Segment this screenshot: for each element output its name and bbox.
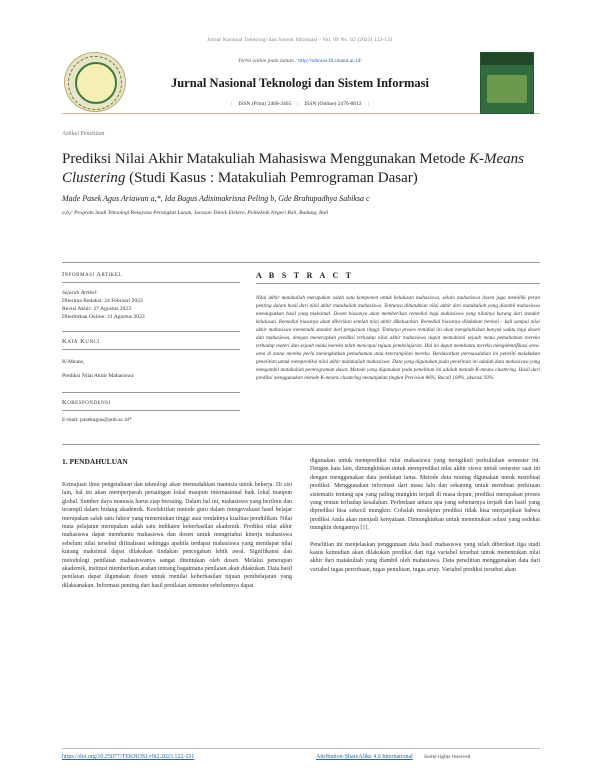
article-info-panel xyxy=(62,262,240,482)
paper-title xyxy=(62,150,540,188)
issn-print: ISSN (Print) 2460-3465 xyxy=(238,101,292,107)
paragraph: Penelitian ini menjelaskan penggunaan data hasil mahasiswa yang telah diberikan tiga studi kasus kemudian akan dilakukan prediksi dari tiga variabel tersebut untuk menentukan nilai akhir dari matakuliah yang diambil oleh mahasiswa. Data penelitian menggunakan data dari variabel tugas percobaan, tugas penulisan, tugas array. Variabel prediksi tersebut akan xyxy=(310,541,540,573)
info-heading: Informasi Artikel xyxy=(62,271,122,278)
divider xyxy=(62,444,540,445)
history-received: Diterima Redaksi: 24 Februari 2023 xyxy=(62,298,143,304)
keywords-heading: Kata Kunci xyxy=(62,338,100,345)
section-heading: 1. PENDAHULUAN xyxy=(62,457,128,466)
journal-cover-icon xyxy=(480,52,534,114)
divider xyxy=(256,283,540,284)
issn-online: ISSN (Online) 2476-8812 xyxy=(304,101,362,107)
university-logo-icon xyxy=(64,52,126,112)
title-rest: (Studi Kasus : Matakuliah Pemrograman Dasar) xyxy=(129,170,418,186)
online-line xyxy=(130,58,470,64)
title-italic: K-Means Clustering xyxy=(62,151,525,186)
license-link[interactable]: Attribution-ShareAlike 4.0 International xyxy=(316,754,413,760)
footer-divider xyxy=(62,748,540,749)
correspondence-email: E-mail: pasekagus@pnb.ac.id* xyxy=(62,417,132,423)
online-prefix: Terbit online pada laman : xyxy=(238,58,297,64)
keyword-item: Prediksi Nilai Akhir Mahasiswa xyxy=(62,373,134,379)
body-column-right xyxy=(310,457,540,574)
issn-line: | ISSN (Print) 2460-3465 | ISSN (Online) 2476-8812 | xyxy=(231,101,369,107)
title-main: Prediksi Nilai Akhir Matakuliah Mahasiswa Menggunakan Metode xyxy=(62,151,466,167)
correspondence-heading: Korespondensi xyxy=(62,399,111,406)
history-published: Diterbitkan Online: 31 Agustus 2023 xyxy=(62,314,145,320)
history-revised: Revisi Akhir: 27 Agustus 2023 xyxy=(62,306,131,312)
abstract-text: Nilai akhir matakuliah merupakan salah satu komponen untuk kelulusan mahasiswa, selain mahasiswa dosen juga memiliki peran penting dalam hasil dari nilai akhir matakuliah mahasiswa. Tentunya dibutuhkan nilai akhir dari matakuliah yang diambil mahasiswa mendapatkan hasil yang maksimal. Dosen biasanya akan memberikan remedial bagi mahasiswa yang nilainya kurang dari standar kelulusan. Remedial biasanya akan diberikan setelah nilai akhir dikeluarkan. Remedial biasanya dilakukan berkali – kali sampai nilai akhir mahasiswa memenuhi standar dari perguruan tinggi. Tentunya proses remidial ini akan menghabiskan banyak waktu bagi dosen dan mahasiswa, dengan menerapkan prediksi terhadap nilai akhir mahasiswa dapat memahami sejauh mana pemahaman mereka terhadap materi dan sejauh mana mereka telah mencapai tujuan pembelajaran. Hal ini dapat membantu mereka mengidentifikasi area-area di mana mereka perlu meningkatkan pemahaman atau keterampilan mereka. Berdasarkan permasalahan ini peneliti melakukan penelitian untuk memprediksi nilai akhir matakuliah mahasiswa. Data yang digunakan pada penelitian ini adalah data mahasiswa yang mengambil matakuliah pemrograman dasar. Metode yang digunakan pada penelitian ini adalah metode K-means clustering. Hasil dari prediksi menggunakan metode K-means clustering menunjukan tingkat Precision 86%, Recall 100%, akurasi 93%. xyxy=(256,295,540,381)
keyword-item: K-Means, xyxy=(62,359,85,365)
paragraph: digunakan untuk memprediksi nilai mahasiswa yang mengikuti perkuliahan semester ini. Dengan kata lain, dimungkinkan untuk memprediksi nilai akhir siswa untuk semester saat ini dengan menggunakan data penilaian lama. Metode data mining digunakan untuk membuat prediksi. Menggunakan informasi dari masa lalu dan sekarang untuk membuat perkiraan sistematis tentang apa yang paling mungkin terjadi di masa depan, prediksi merupakan proses yang rentan terhadap kesalahan. Perbedaan antara apa yang sebenarnya terjadi dan hasil yang diprediksi bisa sekecil mungkin. Cobalah meskipun prediksi tidak bisa menjanjikan bahwa prediksi Anda akan menjadi kenyataan. Dimungkinkan untuk menemukan solusi yang sedekat mungkin dengannya [1]. xyxy=(310,458,540,532)
abstract-heading: A B S T R A C T xyxy=(256,271,354,280)
authors: Made Pasek Agus Ariawan a,*, Ida Bagus Adisimakrisna Peling b, Gde Brahupadhya Subiksa c xyxy=(62,194,370,203)
running-header: Jurnal Nasional Teknologi dan Sistem Informasi - Vol. 09 No. 02 (2023) 122-131 xyxy=(207,38,393,43)
history-label: Sejarah Artikel: xyxy=(62,290,98,296)
journal-url-link[interactable]: http://teknosi.fti.unand.ac.id/ xyxy=(298,58,362,64)
affiliation: a,b,c Program Studi Teknologi Rekayasa Perangkat Lunak, Jurusan Teknik Elektro, Politeknik Negeri Bali, Badung, Bali xyxy=(62,210,329,216)
rights-text: Some rights reserved xyxy=(424,754,471,760)
journal-title: Jurnal Nasional Teknologi dan Sistem Informasi xyxy=(170,76,430,90)
body-column-left: Kemajuan ilmu pengetahuan dan teknologi akan memudahkan manusia untuk bekerja. Di sisi lain, hal ini akan memperparah persaingan lokal maupun internasional baik lokal maupun global. Sumber daya manusia harus siap bersaing. Dalam hal ini, mahasiswa yang berilmu dan terampil dalam bidang akademik. Keefektifan metode guru dalam mengevaluasi hasil belajar merupakan salah satu faktor yang menentukan tinggi atau rendahnya kualitas pendidikan. Nilai mata pelajaran merupakan salah satu indikator keberhasilan akademik. Prediksi nilai akhir mahasiswa dapat membantu mahasiswa dan dosen untuk mengetahui kinerja mahasiswa sebelum nilai tersebut difinalisasi sehingga apabila terdapat mahasiswa yang mendapat nilai kurang maksimal dapat dilakukan tindakan pencegahan lebih awal. Signifikansi dan metodologi penilaian mahasiswanya sangat ditentukan oleh dosen. Melalui penerapan akademik, institusi memberikan arahan tentang bagaimana penilaian akan dilakukan. Data hasil penilaian dapat digunakan dosen untuk menilai keberhasilan tujuan pembelajaran yang dilaksanakan. Informasi penting dari hasil penilaian semester sebelumnya dapat xyxy=(62,482,292,589)
doi-link[interactable]: https://doi.org/10.25077/TEKNOSI.v9i2.2023.122-131 xyxy=(62,754,195,760)
article-type: Artikel Penelitian xyxy=(62,131,105,137)
